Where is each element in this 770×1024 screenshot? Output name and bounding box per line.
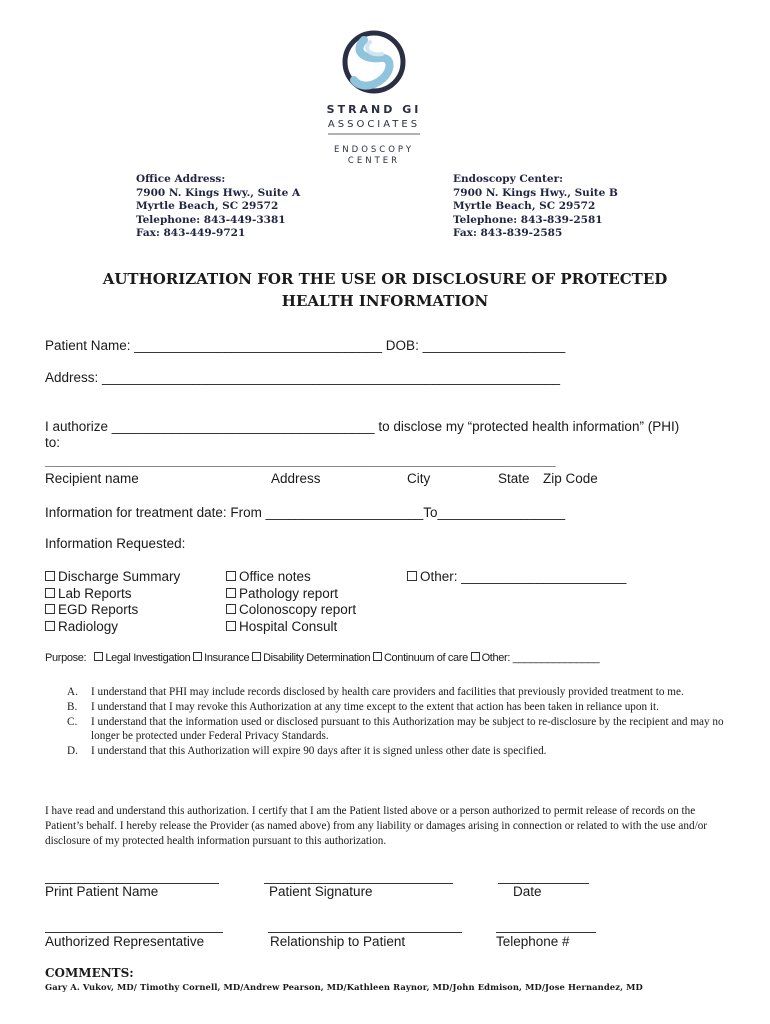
- date-label: Date: [513, 884, 542, 899]
- checkbox-egd-reports[interactable]: [45, 602, 180, 619]
- endo-heading: Endoscopy Center:: [453, 173, 563, 185]
- checkbox-icon[interactable]: [407, 571, 417, 581]
- relationship-line[interactable]: [268, 932, 462, 933]
- statement-d: [67, 744, 727, 759]
- endo-telephone: Telephone: 843-839-2581: [453, 213, 603, 226]
- endo-fax: Fax: 843-839-2585: [453, 227, 563, 240]
- office-telephone: Telephone: 843-449-3381: [136, 213, 286, 226]
- statement-b-text: I understand that I may revoke this Authorization at any time except to the extent that action has been taken in reliance upon it.: [91, 700, 659, 713]
- purpose-continuum-label: Continuum of care: [383, 652, 468, 664]
- checkbox-other[interactable]: [407, 569, 626, 586]
- purpose-row: [45, 652, 599, 664]
- purpose-continuum-checkbox[interactable]: [373, 652, 382, 661]
- purpose-disability-checkbox[interactable]: [252, 652, 261, 661]
- checkbox-colonoscopy-report[interactable]: [226, 602, 356, 619]
- relationship-label: Relationship to Patient: [270, 934, 406, 949]
- checkbox-label: Radiology: [58, 618, 119, 634]
- logo-name-line1: STRAND GI: [326, 103, 422, 116]
- checkbox-icon[interactable]: [45, 604, 55, 614]
- purpose-legal-checkbox[interactable]: [94, 652, 103, 661]
- form-title: [60, 268, 710, 312]
- office-heading: Office Address:: [136, 173, 226, 185]
- checkbox-icon[interactable]: [45, 588, 55, 598]
- statement-list: [67, 685, 727, 759]
- checkbox-icon[interactable]: [45, 621, 55, 631]
- checkbox-label: Colonoscopy report: [239, 602, 357, 618]
- patient-signature-label: Patient Signature: [269, 884, 373, 899]
- certification-paragraph: I have read and understand this authorization. I certify that I am the Patient listed above or a person authorized to permit release of records on the Patient’s behalf. I hereby release the Provider (as named above) from any liability or damages arising in connection or related to with the use and/or disclosure of my protected health information pursuant to this authorization.: [45, 805, 708, 847]
- purpose-other-checkbox[interactable]: [471, 652, 480, 661]
- address-field[interactable]: Address: _____________________________________________________________: [45, 370, 561, 385]
- checkbox-label: Pathology report: [239, 585, 339, 601]
- checkbox-column-1: [45, 569, 180, 635]
- comments-label: COMMENTS:: [45, 966, 134, 980]
- endo-city: Myrtle Beach, SC 29572: [453, 200, 596, 213]
- statement-a-label: A.: [67, 686, 78, 698]
- checkbox-icon[interactable]: [45, 571, 55, 581]
- office-city: Myrtle Beach, SC 29572: [136, 200, 279, 213]
- treatment-date-field[interactable]: Information for treatment date: From _____________________To_________________: [45, 505, 566, 520]
- info-requested-label: Information Requested:: [45, 536, 186, 551]
- checkbox-label: Lab Reports: [58, 585, 132, 601]
- logo-name-line2: ASSOCIATES: [327, 119, 421, 130]
- purpose-legal-label: Legal Investigation: [105, 652, 191, 664]
- statement-b-label: B.: [67, 700, 78, 713]
- checkbox-radiology[interactable]: [45, 619, 180, 636]
- print-patient-name-label: Print Patient Name: [45, 884, 159, 899]
- purpose-insurance-checkbox[interactable]: [193, 652, 202, 661]
- checkbox-label: Hospital Consult: [239, 618, 338, 634]
- office-street: 7900 N. Kings Hwy., Suite A: [136, 186, 301, 199]
- authorize-field[interactable]: I authorize ___________________________________ to disclose my “protected health information” (PHI): [45, 419, 680, 434]
- checkbox-hospital-consult[interactable]: [226, 619, 356, 636]
- checkbox-office-notes[interactable]: [226, 569, 356, 586]
- recipient-state-label: State: [498, 471, 530, 486]
- strand-gi-logo: [0, 30, 770, 170]
- checkbox-discharge-summary[interactable]: [45, 569, 180, 586]
- statement-d-text: I understand that this Authorization will expire 90 days after it is signed unless other date is specified.: [91, 745, 547, 758]
- to-label: to:: [45, 435, 61, 450]
- logo-sub-line2: CENTER: [347, 156, 401, 166]
- purpose-disability-label: Disability Determination: [263, 652, 371, 664]
- statement-a-text: I understand that PHI may include records disclosed by health care providers and facilities that previously provided treatment to me.: [91, 686, 684, 698]
- checkbox-icon[interactable]: [226, 604, 236, 614]
- physician-list: Gary A. Vukov, MD/ Timothy Cornell, MD/Andrew Pearson, MD/Kathleen Raynor, MD/John Edmison, MD/Jose Hernandez, MD: [45, 982, 643, 992]
- checkbox-label: Office notes: [239, 569, 311, 584]
- endoscopy-address-block: [453, 173, 618, 241]
- form-title-line2: HEALTH INFORMATION: [281, 292, 489, 310]
- endo-street: 7900 N. Kings Hwy., Suite B: [453, 186, 618, 199]
- checkbox-icon[interactable]: [226, 588, 236, 598]
- checkbox-icon[interactable]: [226, 621, 236, 631]
- recipient-name-label: Recipient name: [45, 471, 139, 486]
- telephone-line[interactable]: [496, 932, 596, 933]
- authorized-rep-line[interactable]: [45, 932, 223, 933]
- purpose-other-label: Other: _______________: [481, 652, 600, 664]
- recipient-zip-label: Zip Code: [543, 471, 598, 486]
- statement-c: [67, 715, 727, 745]
- logo-sub-line1: ENDOSCOPY: [333, 145, 415, 155]
- checkbox-lab-reports[interactable]: [45, 586, 180, 603]
- checkbox-label: Discharge Summary: [58, 569, 181, 584]
- checkbox-icon[interactable]: [226, 571, 236, 581]
- telephone-label: Telephone #: [496, 934, 570, 949]
- checkbox-label: EGD Reports: [58, 602, 139, 618]
- checkbox-column-2: [226, 569, 356, 635]
- office-fax: Fax: 843-449-9721: [136, 227, 246, 240]
- statement-a: [67, 685, 727, 700]
- patient-name-dob-field[interactable]: Patient Name: _________________________________ DOB: ___________________: [45, 338, 566, 353]
- statement-b: [67, 700, 727, 715]
- recipient-line[interactable]: ____________________________________________________________________: [45, 453, 556, 468]
- purpose-label: Purpose:: [45, 652, 87, 664]
- statement-c-label: C.: [67, 715, 78, 728]
- authorized-representative-label: Authorized Representative: [45, 934, 205, 949]
- statement-c-text: I understand that the information used or disclosed pursuant to this Authorization may be subject to re-disclosure by the recipient and may no longer be protected under Federal Privacy Standards.: [91, 715, 724, 743]
- recipient-address-label: Address: [271, 471, 321, 486]
- logo-emblem-icon: [345, 33, 403, 91]
- checkbox-pathology-report[interactable]: [226, 586, 356, 603]
- statement-d-label: D.: [67, 745, 78, 758]
- recipient-city-label: City: [407, 471, 431, 486]
- purpose-insurance-label: Insurance: [204, 652, 250, 664]
- form-title-line1: AUTHORIZATION FOR THE USE OR DISCLOSURE OF PROTECTED: [102, 270, 668, 288]
- date-line[interactable]: [498, 883, 589, 884]
- office-address-block: [136, 173, 300, 241]
- checkbox-other-label: Other: ______________________: [420, 569, 627, 584]
